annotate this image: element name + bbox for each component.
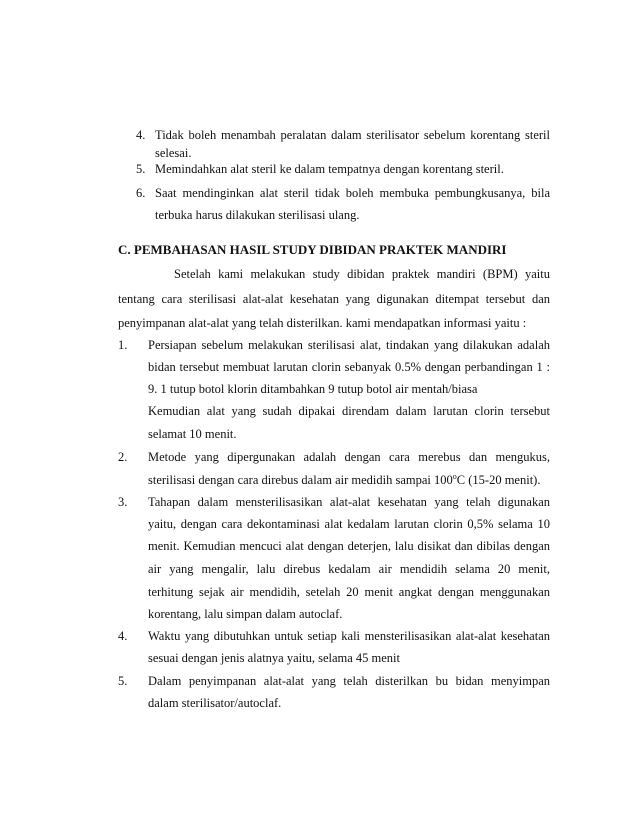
section-heading: C. PEMBAHASAN HASIL STUDY DIBIDAN PRAKTEK MANDIRI (118, 242, 507, 257)
list-item-text: selamat 10 menit. (148, 427, 237, 441)
list-item-text: air yang mengalir, lalu direbus kedalam air mendidih selama 20 menit, (148, 562, 550, 576)
list-item-text: menit. Kemudian mencuci alat dengan deterjen, lalu disikat dan dibilas dengan (148, 539, 550, 553)
list-item-text: korentang, lalu simpan dalam autoclaf. (148, 607, 343, 621)
list-item-text: Tidak boleh menambah peralatan dalam sterilisator sebelum korentang steril (155, 128, 550, 142)
paragraph-line: penyimpanan alat-alat yang telah disterilkan. kami mendapatkan informasi yaitu : (118, 316, 527, 330)
paragraph-line: tentang cara sterilisasi alat-alat kesehatan yang digunakan ditempat tersebut dan (118, 292, 550, 306)
list-number: 5. (136, 162, 146, 176)
list-item-text: 9. 1 tutup botol klorin ditambahkan 9 tutup botol air mentah/biasa (148, 382, 478, 396)
list-number: 3. (118, 495, 128, 509)
list-number: 6. (136, 186, 146, 200)
list-item-text: Persiapan sebelum melakukan sterilisasi alat, tindakan yang dilakukan adalah (148, 338, 550, 352)
list-item-text: Waktu yang dibutuhkan untuk setiap kali mensterilisasikan alat-alat kesehatan (148, 629, 550, 643)
list-number: 2. (118, 450, 128, 464)
list-item-text: Tahapan dalam mensterilisasikan alat-alat kesehatan yang telah digunakan (148, 495, 550, 509)
list-number: 4. (136, 128, 146, 142)
list-item-text (148, 472, 540, 488)
degree-sign: o (452, 471, 457, 481)
list-number: 5. (118, 674, 128, 688)
list-item-text: dalam sterilisator/autoclaf. (148, 696, 282, 710)
list-item-text: terhitung sejak air mendidih, setelah 20 menit angkat dengan menggunakan (148, 585, 550, 599)
list-item-text: bidan tersebut membuat larutan clorin sebanyak 0.5% dengan perbandingan 1 : (148, 360, 550, 374)
list-item-text: terbuka harus dilakukan sterilisasi ulang. (155, 208, 360, 222)
list-item-text: Dalam penyimpanan alat-alat yang telah disterilkan bu bidan menyimpan (148, 674, 550, 688)
list-item-text: yaitu, dengan cara dekontaminasi alat kedalam larutan clorin 0,5% selama 10 (148, 517, 550, 531)
list-number: 1. (118, 338, 128, 352)
list-item-text: selesai. (155, 146, 192, 160)
paragraph-line: Setelah kami melakukan study dibidan praktek mandiri (BPM) yaitu (174, 267, 550, 281)
list-item-text: Metode yang dipergunakan adalah dengan cara merebus dan mengukus, (148, 450, 550, 464)
list-item-text: sesuai dengan jenis alatnya yaitu, selama 45 menit (148, 651, 401, 665)
degree-text-suffix: C (15-20 menit). (456, 473, 541, 487)
degree-text-prefix: sterilisasi dengan cara direbus dalam air medidih sampai 100 (148, 473, 453, 487)
list-item-text: Saat mendinginkan alat steril tidak boleh membuka pembungkusanya, bila (155, 186, 550, 200)
list-number: 4. (118, 629, 128, 643)
list-item-text: Memindahkan alat steril ke dalam tempatnya dengan korentang steril. (155, 162, 504, 176)
list-item-text: Kemudian alat yang sudah dipakai direndam dalam larutan clorin tersebut (148, 404, 550, 418)
